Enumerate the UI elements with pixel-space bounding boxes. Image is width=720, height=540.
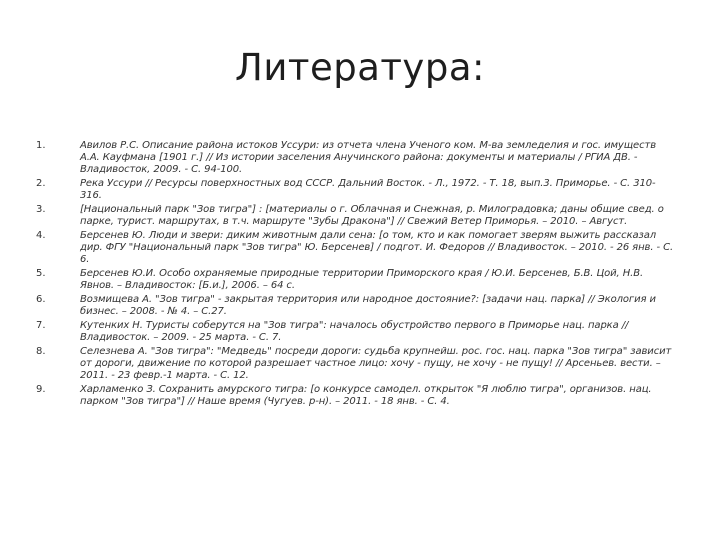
list-item-text: Селезнева А. "Зов тигра": "Медведь" посреди дороги: судьба крупнейш. рос. гос. нац. парка "Зов тигра" зависит от дороги, движение по которой разрешает частное лицо: хочу - пущу, не хочу - не пущу! // Арсеньев. вести. – 2011. - 23 февр.-1 марта. - С. 12. xyxy=(80,346,672,381)
list-item xyxy=(36,230,676,266)
list-item xyxy=(36,204,676,228)
list-item-text: Берсенев Ю.И. Особо охраняемые природные территории Приморского края / Ю.И. Берсенев, Б.В. Цой, Н.В. Явнов. – Владивосток: [Б.и.], 2006. – 64 с. xyxy=(80,268,644,291)
list-item-number: 3. xyxy=(36,204,46,215)
list-item xyxy=(36,384,676,408)
list-item-text: Река Уссури // Ресурсы поверхностных вод СССР. Дальний Восток. - Л., 1972. - Т. 18, вып.3. Приморье. - С. 310-316. xyxy=(80,178,656,201)
list-item-text: Кутенких Н. Туристы соберутся на "Зов тигра": началось обустройство первого в Приморье нац. парка // Владивосток. – 2009. - 25 марта. - С. 7. xyxy=(80,320,629,343)
list-item-number: 1. xyxy=(36,140,46,151)
list-item-number: 5. xyxy=(36,268,46,279)
list-item xyxy=(36,294,676,318)
page-title: Литература: xyxy=(235,46,485,89)
list-item xyxy=(36,140,676,176)
list-item-text: Берсенев Ю. Люди и звери: диким животным дали сена: [о том, кто и как помогает зверям выжить рассказал дир. ФГУ "Национальный парк "Зов тигра" Ю. Берсенев] / подгот. И. Федоров // Владивосток. – 2010. - 26 янв. - С. 6. xyxy=(80,230,674,265)
list-item-number: 2. xyxy=(36,178,46,189)
list-item xyxy=(36,346,676,382)
list-item-text: Харламенко З. Сохранить амурского тигра: [о конкурсе самодел. открыток "Я люблю тигра", организов. нац. парком "Зов тигра"] // Наше время (Чугуев. р-н). – 2011. - 18 янв. - С. 4. xyxy=(80,384,652,407)
reference-list xyxy=(36,140,676,408)
list-item-text: Возмищева А. "Зов тигра" - закрытая территория или народное достояние?: [задачи нац. парка] // Экология и бизнес. – 2008. - № 4. – С.27. xyxy=(80,294,656,317)
list-item-number: 7. xyxy=(36,320,46,331)
list-item-number: 9. xyxy=(36,384,46,395)
list-item-number: 6. xyxy=(36,294,46,305)
list-item xyxy=(36,178,676,202)
list-item xyxy=(36,268,676,292)
list-item-number: 4. xyxy=(36,230,46,241)
list-item xyxy=(36,320,676,344)
list-item-number: 8. xyxy=(36,346,46,357)
list-item-text: Авилов Р.С. Описание района истоков Уссури: из отчета члена Ученого ком. М-ва земледелия и гос. имуществ А.А. Кауфмана [1901 г.] // Из истории заселения Анучинского района: документы и материалы / РГИА ДВ. - Владивосток, 2009. - С. 94-100. xyxy=(80,140,657,175)
list-item-text: [Национальный парк "Зов тигра"] : [материалы о г. Облачная и Снежная, р. Милоградовка; даны общие свед. о парке, турист. маршрутах, в т.ч. маршруте "Зубы Дракона"] // Свежий Ветер Приморья. – 2010. – Август. xyxy=(80,204,664,227)
